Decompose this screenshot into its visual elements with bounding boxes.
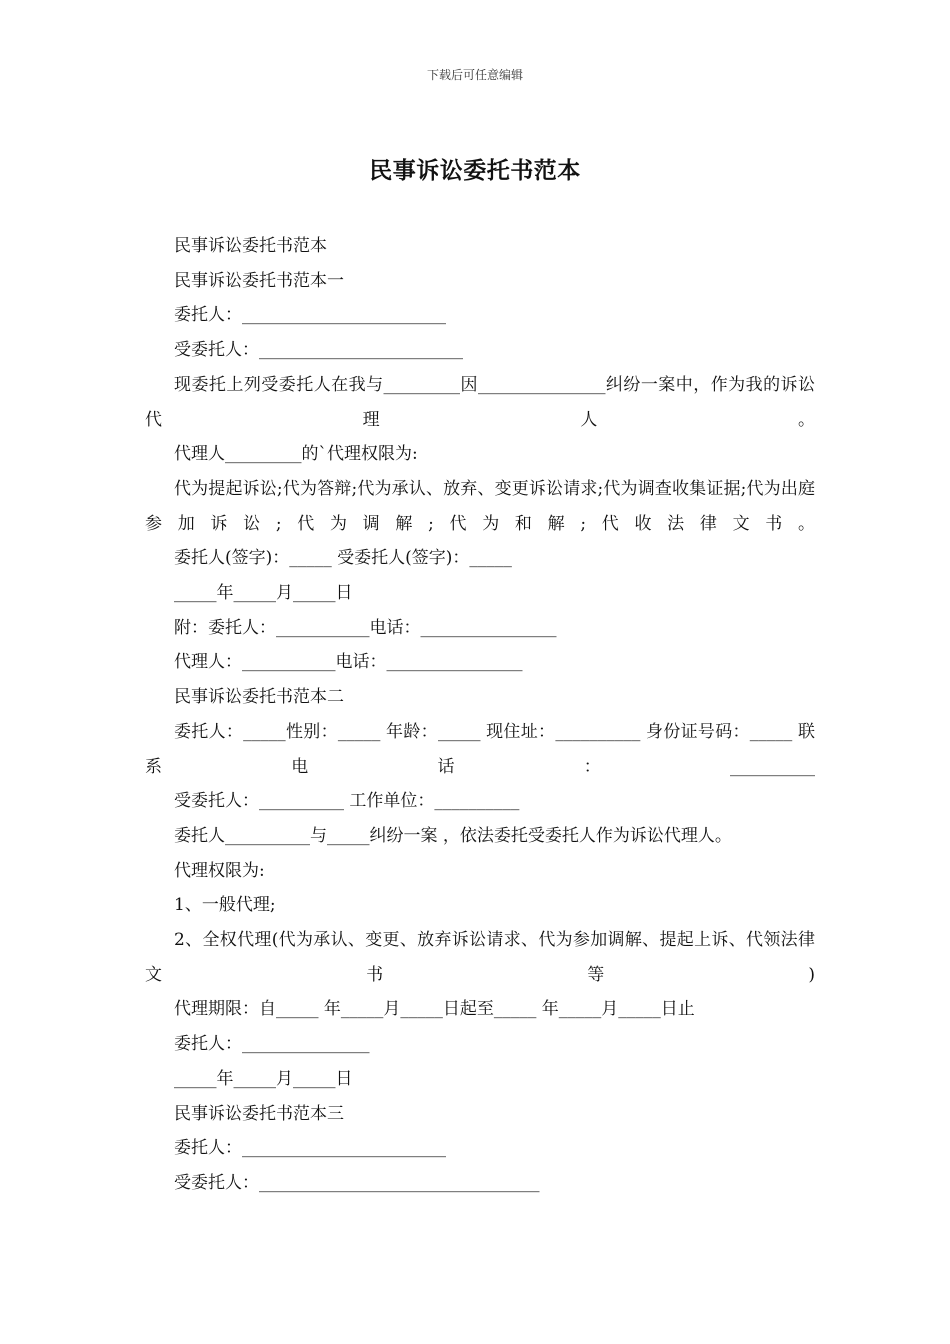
document-title: 民事诉讼委托书范本 — [369, 157, 581, 184]
paragraph-agent: 受委托人：________________________ — [174, 340, 463, 361]
paragraph-principal-details: 委托人：_____性别：_____ 年龄：_____ 现住址：__________ 身份证号码：_____ 联系电话：__________ — [145, 721, 815, 777]
document-body — [145, 229, 815, 1201]
paragraph-agent-details: 受委托人：__________ 工作单位：__________ — [174, 791, 520, 812]
paragraph-section-one-heading: 民事诉讼委托书范本一 — [174, 270, 344, 291]
paragraph-agency-period: 代理期限：自_____ 年_____月_____日起至_____ 年_____月_____日止 — [174, 999, 695, 1020]
paragraph-section-two-heading: 民事诉讼委托书范本二 — [174, 687, 344, 708]
paragraph-authority-intro: 代理人_________的`代理权限为: — [174, 444, 418, 465]
paragraph-date-two: _____年_____月_____日 — [174, 1068, 353, 1089]
paragraph-principal-three: 委托人：________________________ — [174, 1138, 446, 1159]
paragraph-authority-label: 代理权限为: — [174, 860, 265, 881]
paragraph-delegation: 委托人__________与_____纠纷一案 ，依法委托受委托人作为诉讼代理人。 — [174, 825, 732, 846]
paragraph-date-one: _____年_____月_____日 — [174, 583, 353, 604]
paragraph-signatures: 委托人(签字)：_____ 受委托人(签字)：_____ — [174, 548, 512, 569]
paragraph-attachment-agent: 代理人：___________电话：________________ — [174, 652, 523, 673]
paragraph-full-agency: 2、全权代理(代为承认、变更、放弃诉讼请求、代为参加调解、提起上诉、代领法律文书等) — [145, 930, 815, 985]
paragraph-attachment-principal: 附：委托人：___________电话：________________ — [174, 617, 557, 638]
download-note: 下载后可任意编辑 — [426, 68, 523, 82]
paragraph-principal: 委托人：________________________ — [174, 305, 446, 326]
paragraph-subtitle: 民事诉讼委托书范本 — [174, 236, 327, 256]
paragraph-principal-sign: 委托人：_______________ — [174, 1034, 370, 1055]
paragraph-authority-scope: 代为提起诉讼;代为答辩;代为承认、放弃、变更诉讼请求;代为调查收集证据;代为出庭参加诉讼;代为调解;代为和解;代收法律文书。 — [145, 478, 815, 534]
paragraph-agent-three: 受委托人：_________________________________ — [174, 1172, 540, 1193]
paragraph-appointment: 现委托上列受委托人在我与_________因_______________纠纷一案中，作为我的诉讼代理人。 — [145, 374, 815, 430]
paragraph-general-agency: 1、一般代理; — [174, 895, 276, 916]
paragraph-section-three-heading: 民事诉讼委托书范本三 — [174, 1103, 344, 1124]
